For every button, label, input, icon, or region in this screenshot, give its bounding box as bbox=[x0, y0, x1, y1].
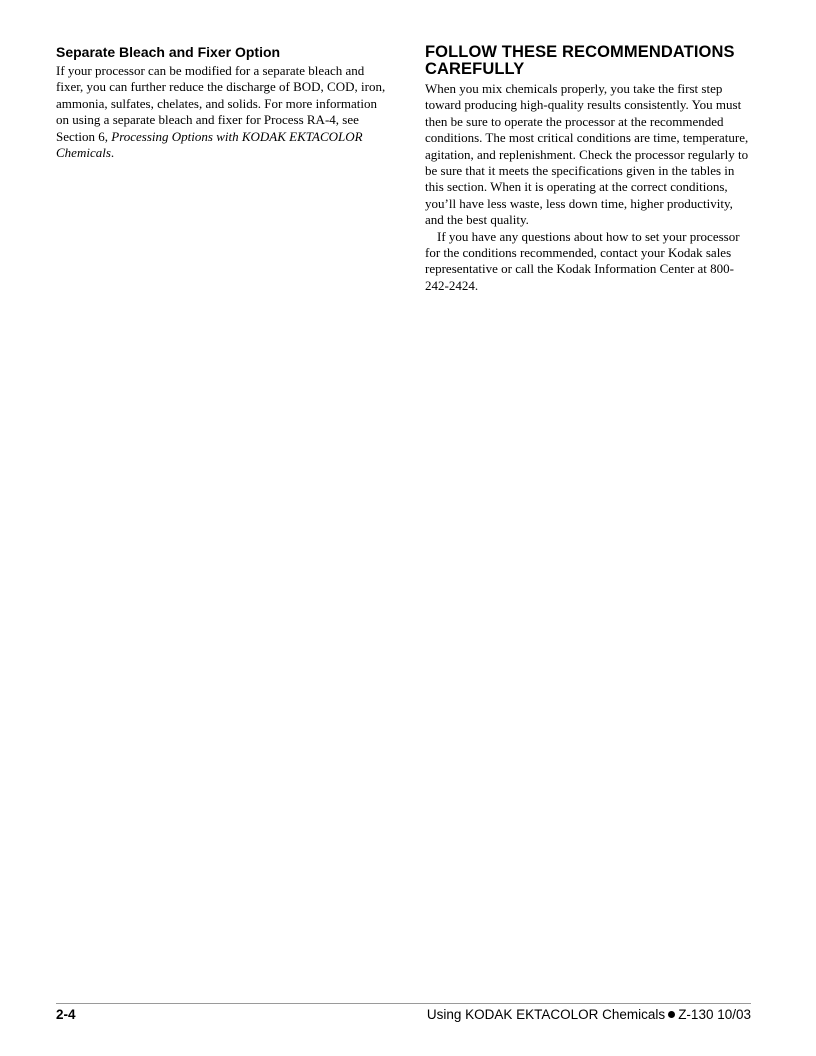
section-heading-recommendations: FOLLOW THESE RECOMMENDATIONS CAREFULLY bbox=[425, 43, 735, 78]
section-heading-bleach-fixer: Separate Bleach and Fixer Option bbox=[56, 44, 281, 60]
bleach-fixer-text-end: . bbox=[110, 145, 115, 161]
recommendations-paragraph-2: If you have any questions about how to set your processor for the conditions recommended, contact your Kodak sales representative or call the Kodak Information Center at 800-242-2424. bbox=[425, 228, 740, 293]
publication-code: Z-130 10/03 bbox=[678, 1007, 751, 1022]
footer-divider bbox=[56, 1003, 751, 1004]
page-number: 2-4 bbox=[56, 1007, 76, 1022]
bleach-fixer-text: If your processor can be modified for a separate bleach and fixer, you can further reduce the discharge of BOD, COD, iron, ammonia, sulfates, chelates, and solids. For more information on using a separate bleach and fixer for Process RA-4, see Section 6, bbox=[56, 63, 386, 144]
right-column bbox=[425, 44, 750, 294]
bleach-fixer-paragraph bbox=[56, 63, 386, 161]
recommendations-paragraph-1: When you mix chemicals properly, you take the first step toward producing high-quality results consistently. You must then be sure to operate the processor at the recommended conditions. The most critical conditions are time, temperature, agitation, and replenishment. Check the processor regularly to be sure that it meets the specifications given in the tables in this section. When it is operating at the correct conditions, you’ll have less waste, less down time, higher productivity, and the best quality. bbox=[425, 81, 749, 228]
publication-title: Using KODAK EKTACOLOR Chemicals bbox=[426, 1007, 666, 1022]
footer-publication-info bbox=[427, 1007, 751, 1022]
left-column bbox=[56, 44, 386, 161]
bullet-icon bbox=[668, 1011, 675, 1018]
section-reference-title: Processing Options with KODAK EKTACOLOR Chemicals bbox=[56, 128, 363, 161]
